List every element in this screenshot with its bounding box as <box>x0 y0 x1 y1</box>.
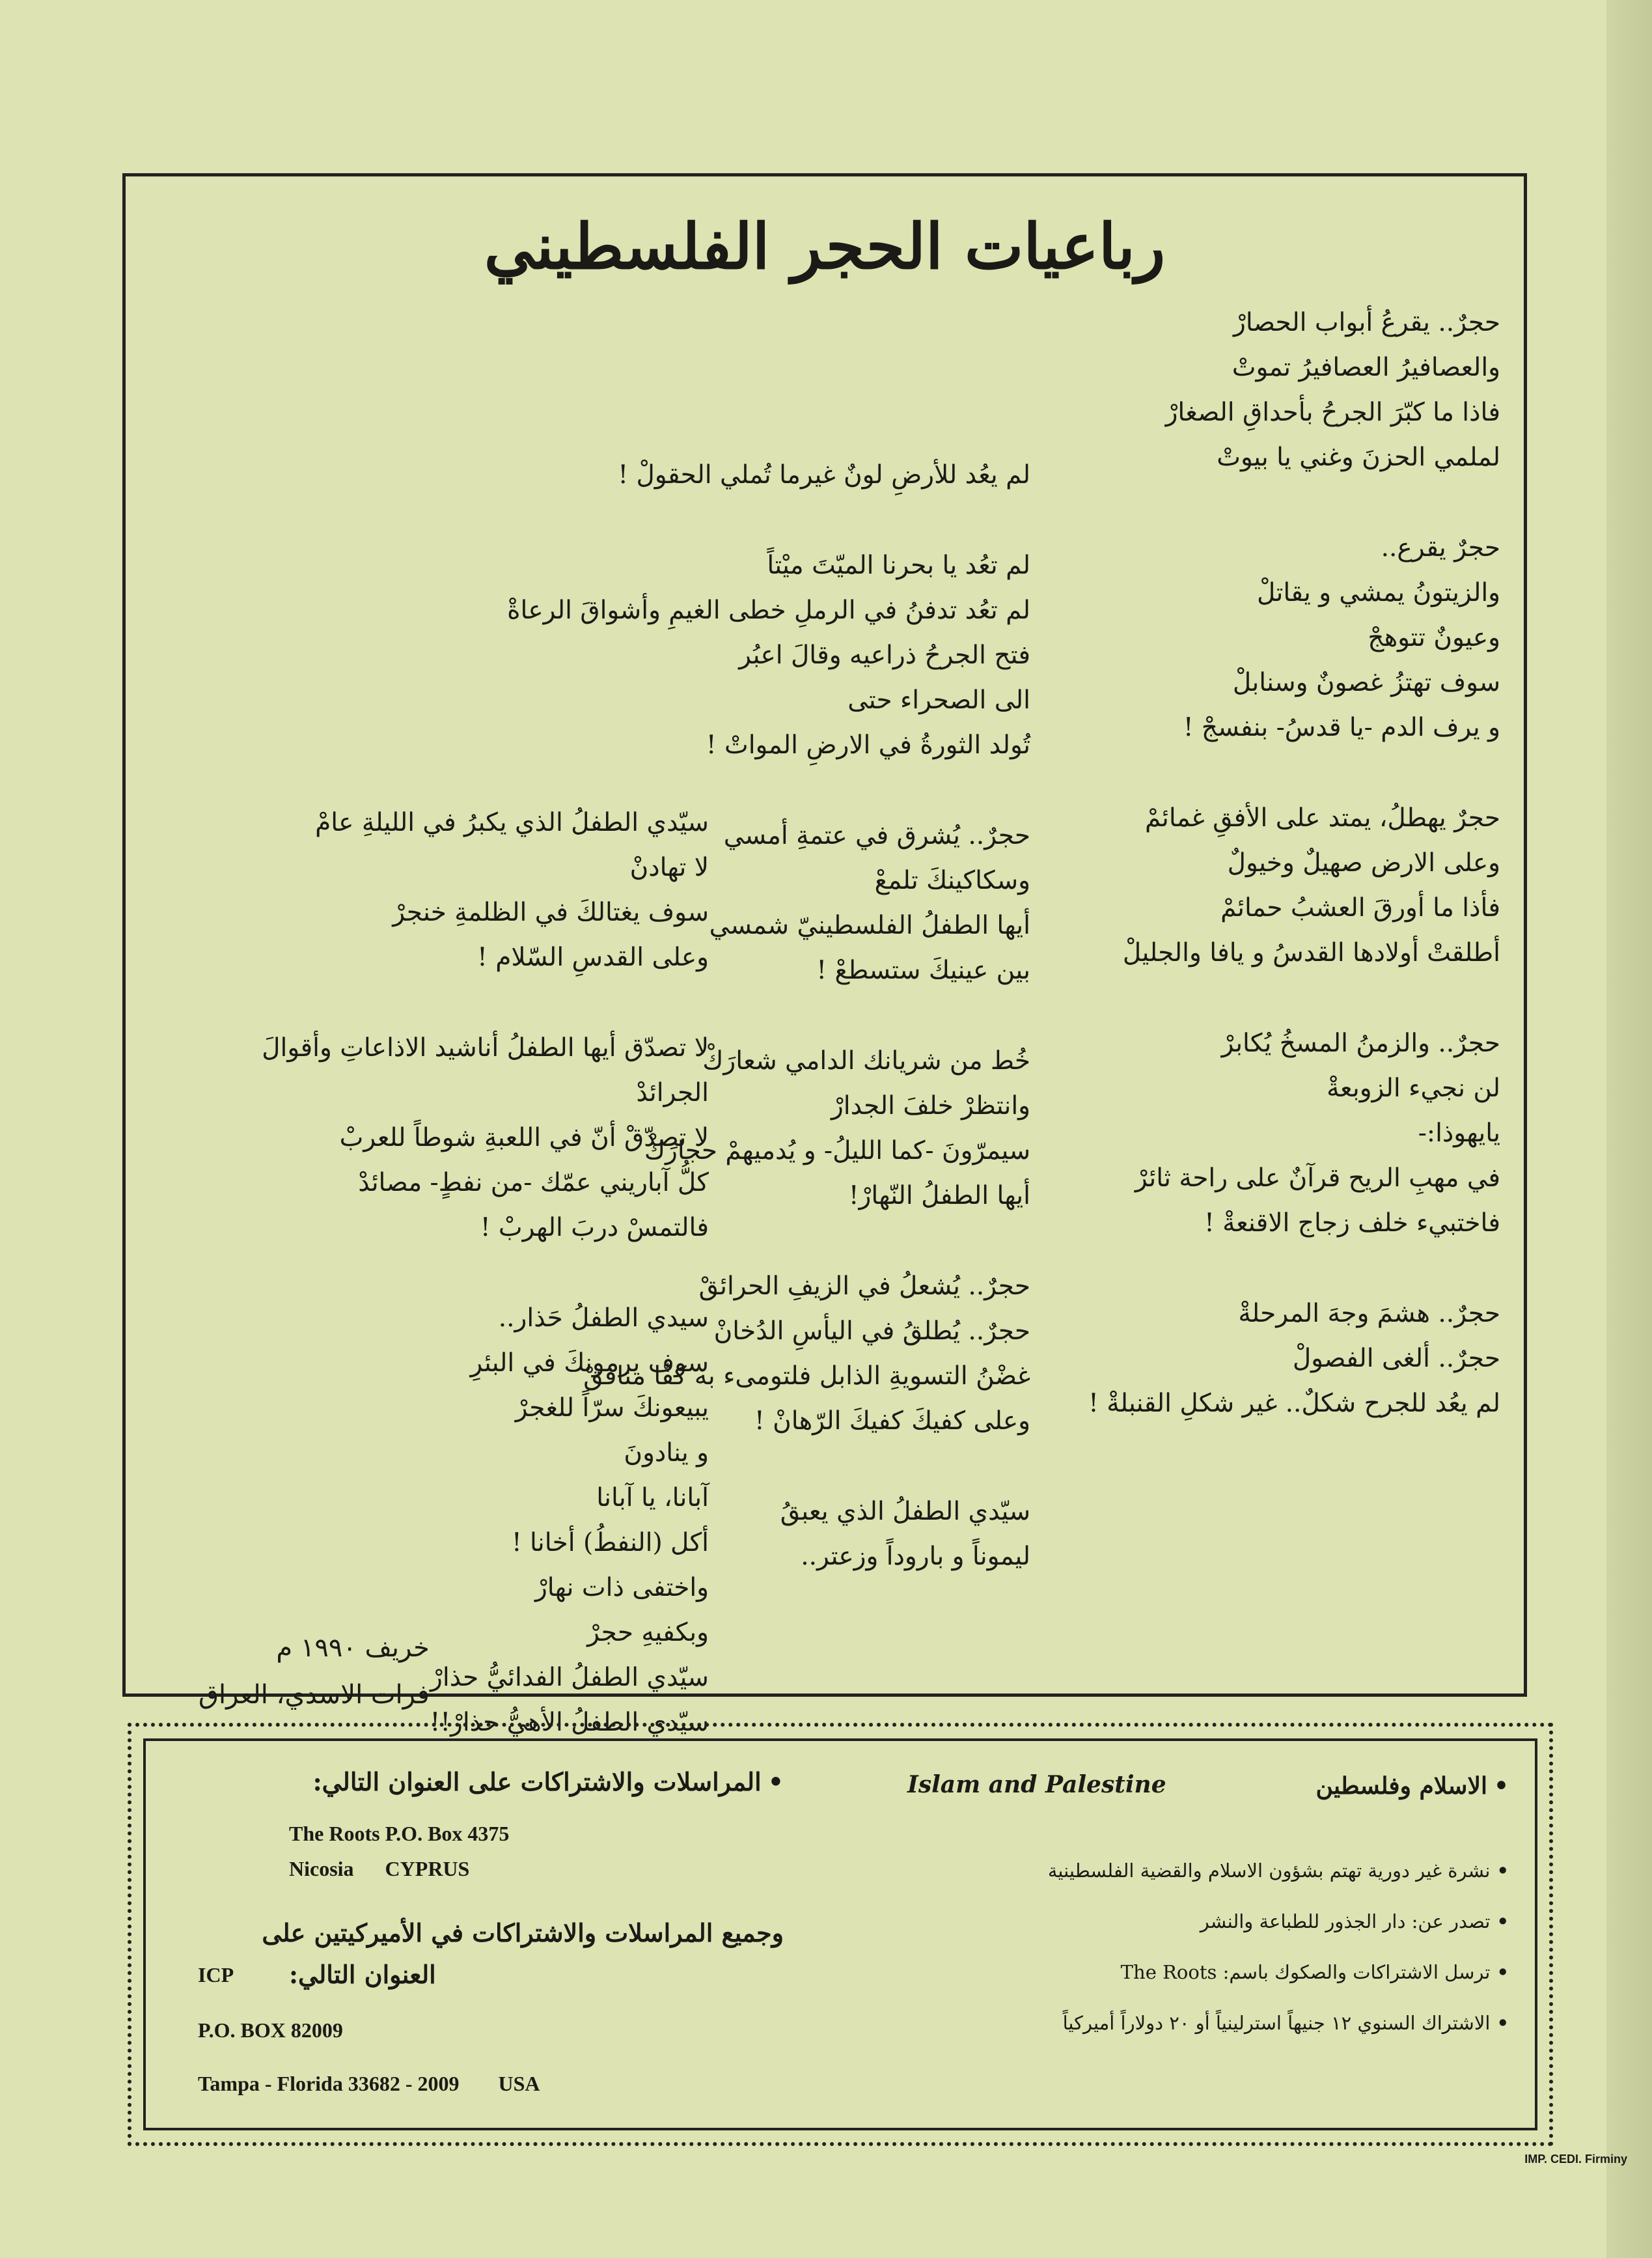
publication-items <box>1048 1860 1509 2034</box>
text-line: غضْنُ التسويةِ الذابل فلتومىء به كفّا منافقْ <box>583 1361 1030 1391</box>
text-line: سوف تهتزُ غصونٌ وسنابلْ <box>1232 668 1500 697</box>
text-line: أيها الطفلُ الفلسطينيّ شمسي <box>709 911 1030 940</box>
text-line: سيّدي الطفلُ الفدائيُّ حذارْ <box>430 1663 709 1692</box>
text-line: خُط من شريانك الدامي شعارَكْ <box>702 1046 1030 1076</box>
text-line: والعصافيرُ العصافيرُ تموتْ <box>1232 353 1500 382</box>
footer-inner <box>143 1738 1537 2130</box>
text-line: فاذا ما كبّرَ الجرحُ بأحداقِ الصغارْ <box>1165 398 1500 427</box>
text-line: سيّدي الطفلُ الأهيُّ حذارْ!! <box>430 1708 709 1737</box>
text-line: سيّدي الطفلُ الذي يكبرُ في الليلةِ عامْ <box>315 808 709 837</box>
poem-box <box>122 173 1527 1737</box>
printer-imprint: IMP. CEDI. Firminy <box>1524 2153 1627 2166</box>
text-line: فأذا ما أورقَ العشبُ حمائمْ <box>1220 893 1500 923</box>
address-heading: •المراسلات والاشتراكات على العنوان التالي: <box>312 1767 784 1796</box>
poem-column-left <box>136 800 709 1745</box>
text-line: حجرٌ.. يُشعلُ في الزيفِ الحرائقْ <box>698 1272 1030 1301</box>
text-line: •الاشتراك السنوي ١٢ جنيهاً استرلينياً أو ٢٠ دولاراً أميركياً <box>1062 2012 1509 2034</box>
publication-info <box>1048 1772 1509 2063</box>
text-line: لملمي الحزنَ وغني يا بيوتْ <box>1217 443 1500 472</box>
text-line: وبكفيهِ حجرْ <box>587 1618 709 1647</box>
us-city-line: Tampa - Florida 33682 - 2009 USA <box>198 2072 540 2095</box>
text-line: يايهوذا:- <box>1418 1119 1500 1148</box>
text-line: لم يعُد للجرح شكلٌ.. غير شكلِ القنبلةْ ! <box>1088 1389 1500 1418</box>
text-line: حجرٌ.. هشمَ وجهَ المرحلةْ <box>1238 1299 1500 1328</box>
poem-signature <box>199 1624 430 1718</box>
text-line: الجرائدْ <box>636 1078 709 1108</box>
text-line: حجرٌ.. ألغى الفصولْ <box>1292 1344 1500 1373</box>
poem-title: رباعيات الحجر الفلسطيني <box>484 210 1166 283</box>
address-block <box>198 1767 784 2102</box>
text-line: حجرٌ.. يقرعُ أبواب الحصارْ <box>1233 308 1500 337</box>
text-line: لا تهادنْ <box>629 853 709 882</box>
publication-heading: •الاسلام وفلسطين <box>1315 1772 1509 1800</box>
stanza-gap <box>1032 750 1500 796</box>
text-line: فتح الجرحُ ذراعيه وقالَ اعبُر <box>739 641 1030 670</box>
text-line: خريف ١٩٩٠ م <box>276 1633 430 1663</box>
cyprus-address-line2: Nicosia CYPRUS <box>289 1857 470 1880</box>
text-line: الى الصحراء حتى <box>847 686 1030 715</box>
text-line: فاختبيء خلف زجاج الاقنعةْ ! <box>1204 1208 1500 1238</box>
text-line: بين عينيكَ ستسطعْ ! <box>816 956 1030 985</box>
americas-line2: العنوان التالي: <box>289 1960 436 1989</box>
text-line: سيّدي الطفلُ الذي يعبقُ <box>780 1497 1030 1526</box>
poem-column-right <box>1032 300 1500 1426</box>
stanza-gap <box>562 497 1030 543</box>
stanza-gap <box>1032 1246 1500 1291</box>
text-line: لا تصدّقْ أنّ في اللعبةِ شوطاً للعربْ <box>339 1123 709 1152</box>
page-edge <box>1606 0 1652 2258</box>
text-line: واختفى ذات نهارْ <box>534 1573 709 1602</box>
text-line: سيمرّونَ -كما الليلُ- و يُدميهمْ حجارَكْ <box>644 1136 1030 1165</box>
text-line: وسكاكينكَ تلمعْ <box>874 866 1030 895</box>
text-line: والزيتونُ يمشي و يقاتلْ <box>1256 578 1500 607</box>
text-line: لم يعُد للأرضِ لونٌ غيرما تُملي الحقولْ ! <box>618 460 1030 490</box>
text-line: حجرٌ.. والزمنُ المسخُ يُكابرْ <box>1221 1029 1500 1058</box>
text-line: يبيعونكَ سرّاً للغجرْ <box>515 1393 709 1423</box>
text-line: آبانا، يا آبانا <box>596 1483 709 1512</box>
stanza-gap <box>136 980 709 1025</box>
text-line: •ترسل الاشتراكات والصكوك باسم: The Roots <box>1120 1961 1509 1983</box>
text-line: سوف يرمونكَ في البئرِ <box>470 1348 709 1378</box>
text-line: حجرٌ.. يُطلقُ في اليأسِ الدُخانْ <box>713 1317 1030 1346</box>
text-line: حجرٌ.. يُشرق في عتمةِ أمسي <box>723 821 1030 850</box>
text-line: فالتمسْ دربَ الهربْ ! <box>480 1213 709 1242</box>
text-line: وعلى القدسِ السّلام ! <box>477 943 709 972</box>
text-line: في مهبِ الريح قرآنٌ على راحة ثائرْ <box>1135 1164 1500 1193</box>
text-line: أيها الطفلُ النّهارْ! <box>848 1181 1030 1210</box>
text-line: لم تعُد تدفنُ في الرملِ خطى الغيمِ وأشواقَ الرعاةْ <box>507 596 1030 625</box>
us-po-box: P.O. BOX 82009 <box>198 2018 343 2042</box>
icp-label: ICP <box>198 1963 234 1986</box>
stanza-gap <box>1032 975 1500 1021</box>
text-line: كلُّ آباريني عمّك -من نفطٍ- مصائدْ <box>358 1168 709 1197</box>
footer-box <box>128 1723 1553 2146</box>
text-line: لا تصدّق أيها الطفلُ أناشيد الاذاعاتِ وأقوالَ <box>262 1033 709 1063</box>
text-line: أطلقتْ أولادها القدسُ و يافا والجليلْ <box>1122 938 1500 968</box>
stanza-gap <box>136 1250 709 1296</box>
text-line: •نشرة غير دورية تهتم بشؤون الاسلام والقضية الفلسطينية <box>1047 1860 1509 1882</box>
text-line: وعلى الارض صهيلٌ وخيولٌ <box>1227 848 1500 878</box>
text-line: تُولد الثورةُ في الارضِ المواتْ ! <box>706 731 1030 760</box>
text-line: وانتظرْ خلفَ الجدارْ <box>831 1091 1030 1121</box>
text-line: حجرٌ يقرع.. <box>1381 533 1500 563</box>
text-line: أكل (النفطُ) أخانا ! <box>511 1528 709 1557</box>
text-line: ليموناً و باروداً وزعتر.. <box>801 1542 1030 1571</box>
text-line: و ينادونَ <box>624 1438 709 1468</box>
stanza-gap <box>1032 480 1500 525</box>
text-line: وعيونٌ تتوهجْ <box>1368 623 1500 652</box>
text-line: وعلى كفيكَ كفيكَ الرّهانْ ! <box>754 1406 1030 1436</box>
text-line: سيدي الطفلُ حَذار.. <box>498 1303 709 1333</box>
cyprus-address-line1: The Roots P.O. Box 4375 <box>289 1822 510 1845</box>
text-line: لن نجيء الزوبعةْ <box>1327 1074 1500 1103</box>
americas-line1: وجميع المراسلات والاشتراكات في الأميركيتين على <box>262 1918 784 1947</box>
text-line: فرات الاسدي، العراق <box>199 1680 430 1710</box>
english-title: Islam and Palestine <box>907 1771 1166 1798</box>
text-line: سوف يغتالكَ في الظلمةِ خنجرْ <box>392 898 709 927</box>
text-line: لم تعُد يا بحرنا الميّتَ ميْتاً <box>767 551 1030 580</box>
text-line: و يرف الدم -يا قدسُ- بنفسجْ ! <box>1183 713 1500 742</box>
text-line: حجرٌ يهطلُ، يمتد على الأفقِ غمائمْ <box>1145 803 1500 833</box>
text-line: •تصدر عن: دار الجذور للطباعة والنشر <box>1200 1910 1509 1932</box>
